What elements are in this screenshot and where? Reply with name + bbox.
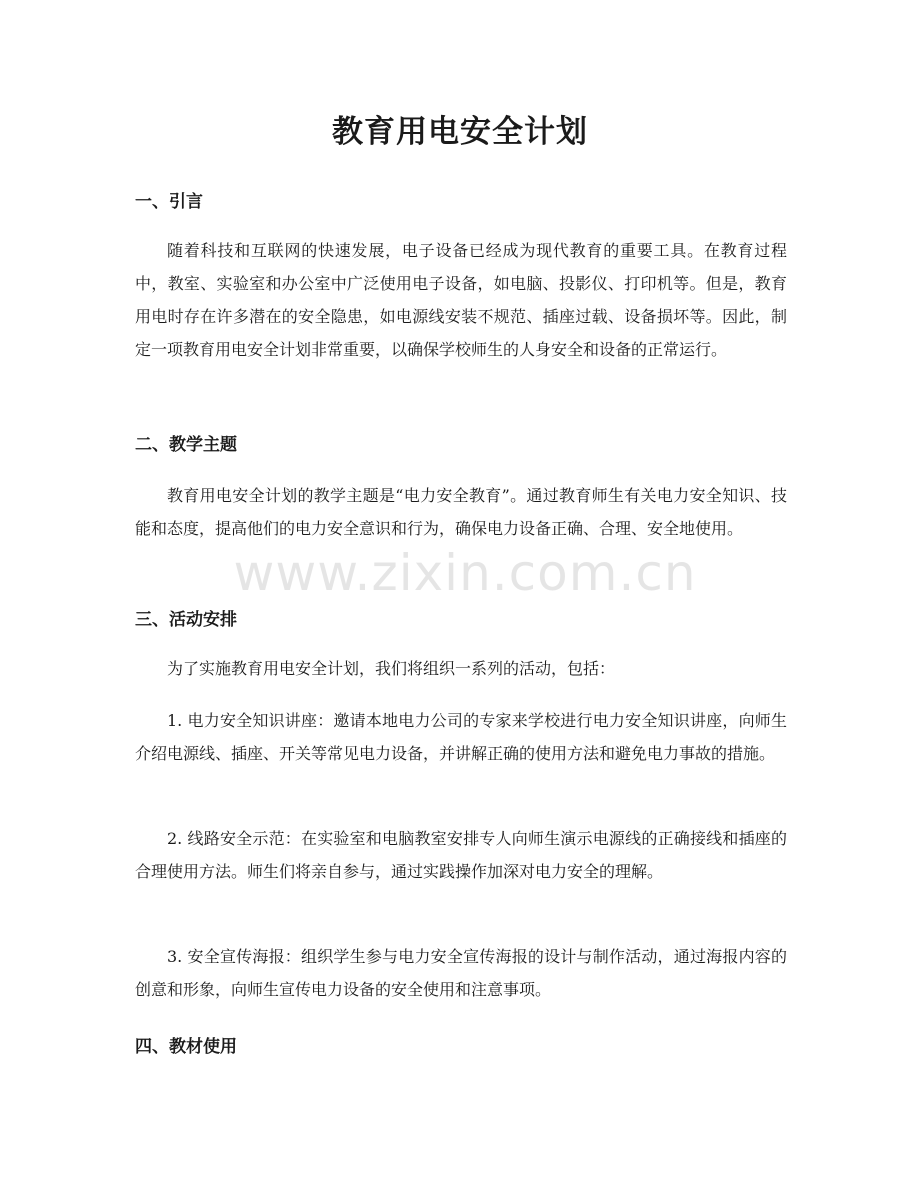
paragraph-introduction: 随着科技和互联网的快速发展，电子设备已经成为现代教育的重要工具。在教育过程中，教室、实验室和办公室中广泛使用电子设备，如电脑、投影仪、打印机等。但是，教育用电时存在许多潜在的安全隐患，如电源线安装不规范、插座过载、设备损坏等。因此，制定一项教育用电安全计划非常重要，以确保学校师生的人身安全和设备的正常运行。 [135, 241, 787, 359]
list-item-activity-1: 1. 电力安全知识讲座：邀请本地电力公司的专家来学校进行电力安全知识讲座，向师生介绍电源线、插座、开关等常见电力设备，并讲解正确的使用方法和避免电力事故的措施。 [135, 711, 787, 763]
watermark: www.zixin.com.cn [233, 544, 697, 602]
paragraph-teaching-theme: 教育用电安全计划的教学主题是“电力安全教育”。通过教育师生有关电力安全知识、技能和态度，提高他们的电力安全意识和行为，确保电力设备正确、合理、安全地使用。 [135, 486, 787, 538]
list-item-activity-3: 3. 安全宣传海报：组织学生参与电力安全宣传海报的设计与制作活动，通过海报内容的创意和形象，向师生宣传电力设备的安全使用和注意事项。 [135, 947, 787, 999]
list-item-activity-2: 2. 线路安全示范：在实验室和电脑教室安排专人向师生演示电源线的正确接线和插座的合理使用方法。师生们将亲自参与，通过实践操作加深对电力安全的理解。 [135, 829, 787, 881]
section-heading-introduction: 一、引言 [135, 192, 203, 212]
section-heading-teaching-theme: 二、教学主题 [135, 435, 237, 455]
document-title: 教育用电安全计划 [332, 114, 588, 150]
section-heading-activities: 三、活动安排 [135, 610, 237, 630]
paragraph-activities-intro: 为了实施教育用电安全计划，我们将组织一系列的活动，包括： [167, 659, 616, 678]
section-heading-materials: 四、教材使用 [135, 1037, 237, 1057]
